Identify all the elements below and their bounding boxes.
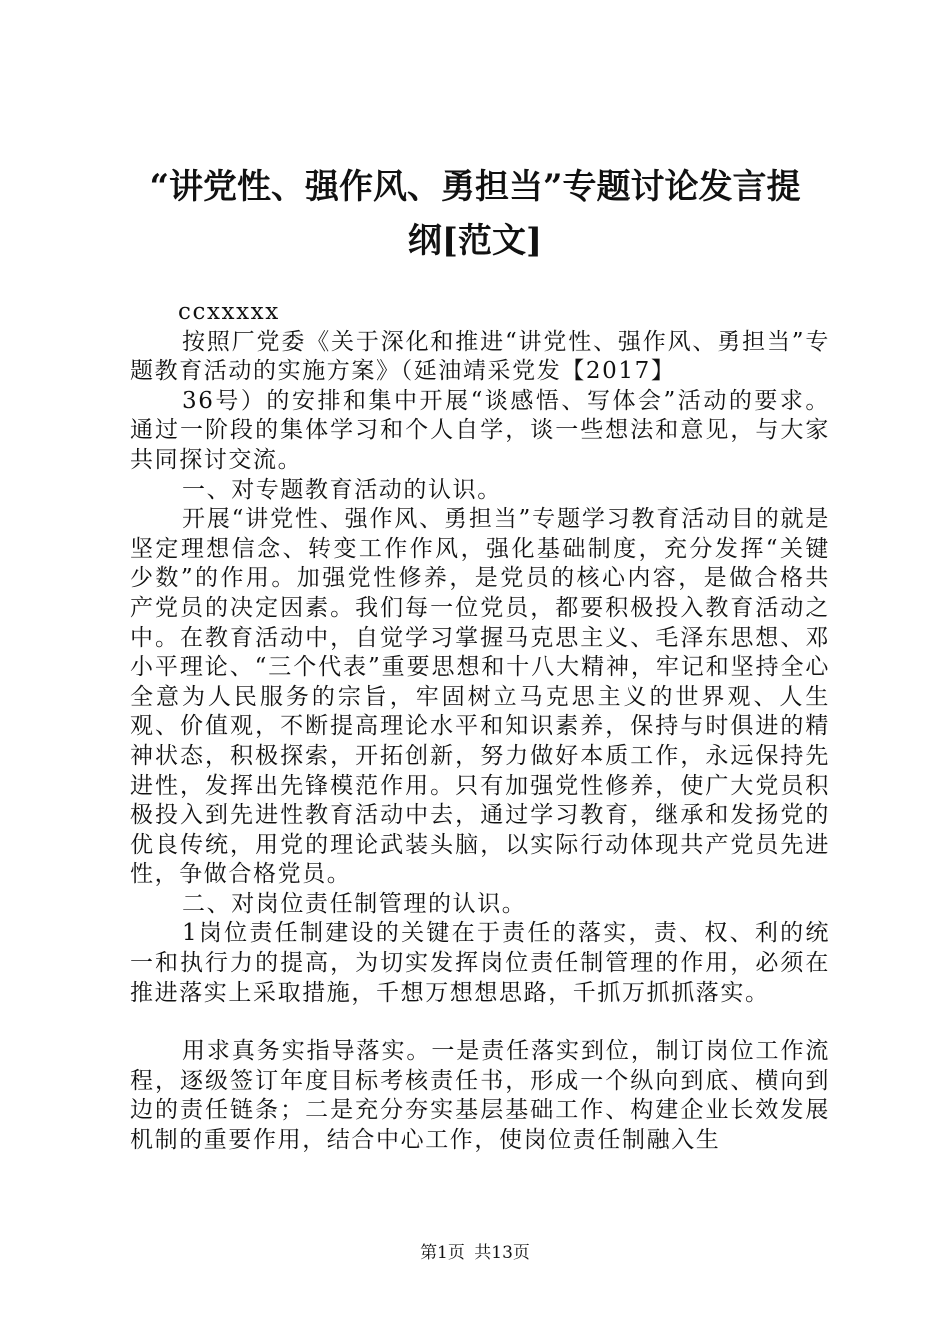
section-heading-2: 二、对岗位责任制管理的认识。 (182, 890, 527, 917)
document-body (130, 298, 830, 1156)
section-heading-1: 一、对专题教育活动的认识。 (182, 476, 502, 503)
page-total: 共13页 (474, 1243, 530, 1263)
author-line: ccxxxxx (178, 299, 280, 325)
page-footer (0, 1241, 950, 1265)
title-line-1: “讲党性、强作风、勇担当”专题讨论发言提 (149, 167, 801, 207)
paragraph-3: 开展“讲党性、强作风、勇担当”专题学习教育活动目的就是坚定理想信念、转变工作作风，强化基础制度，充分发挥“关键少数”的作用。加强党性修养，是党员的核心内容，是做合格共产党员的决定因素。我们每一位党员，都要积极投入教育活动之中。在教育活动中，自觉学习掌握马克思主义、毛泽东思想、邓小平理论、“三个代表”重要思想和十八大精神，牢记和坚持全心全意为人民服务的宗旨，牢固树立马克思主义的世界观、人生观、价值观，不断提高理论水平和知识素养，保持与时俱进的精神状态，积极探索，开拓创新，努力做好本质工作，永远保持先进性，发挥出先锋模范作用。只有加强党性修养，使广大党员积极投入到先进性教育活动中去，通过学习教育，继承和发扬党的优良传统，用党的理论武装头脑，以实际行动体现共产党员先进性，争做合格党员。 (130, 506, 830, 888)
paragraph-5: 用求真务实指导落实。一是责任落实到位，制订岗位工作流程，逐级签订年度目标考核责任书，形成一个纵向到底、横向到边的责任链条；二是充分夯实基层基础工作、构建企业长效发展机制的重要作用，结合中心工作，使岗位责任制融入生 (130, 1038, 830, 1154)
title-line-2: 纲[范文] (407, 221, 543, 261)
document-title (110, 160, 840, 268)
paragraph-2: 36号）的安排和集中开展“谈感悟、写体会”活动的要求。通过一阶段的集体学习和个人自学，谈一些想法和意见，与大家共同探讨交流。 (130, 387, 830, 473)
paragraph-4: 1岗位责任制建设的关键在于责任的落实，责、权、利的统一和执行力的提高，为切实发挥岗位责任制管理的作用，必须在推进落实上采取措施，千想万想想思路，千抓万抓抓落实。 (130, 920, 830, 1006)
page-number: 第1页 (420, 1243, 465, 1263)
paragraph-1: 按照厂党委《关于深化和推进“讲党性、强作风、勇担当”专题教育活动的实施方案》（延油靖采党发【2017】 (130, 328, 830, 385)
